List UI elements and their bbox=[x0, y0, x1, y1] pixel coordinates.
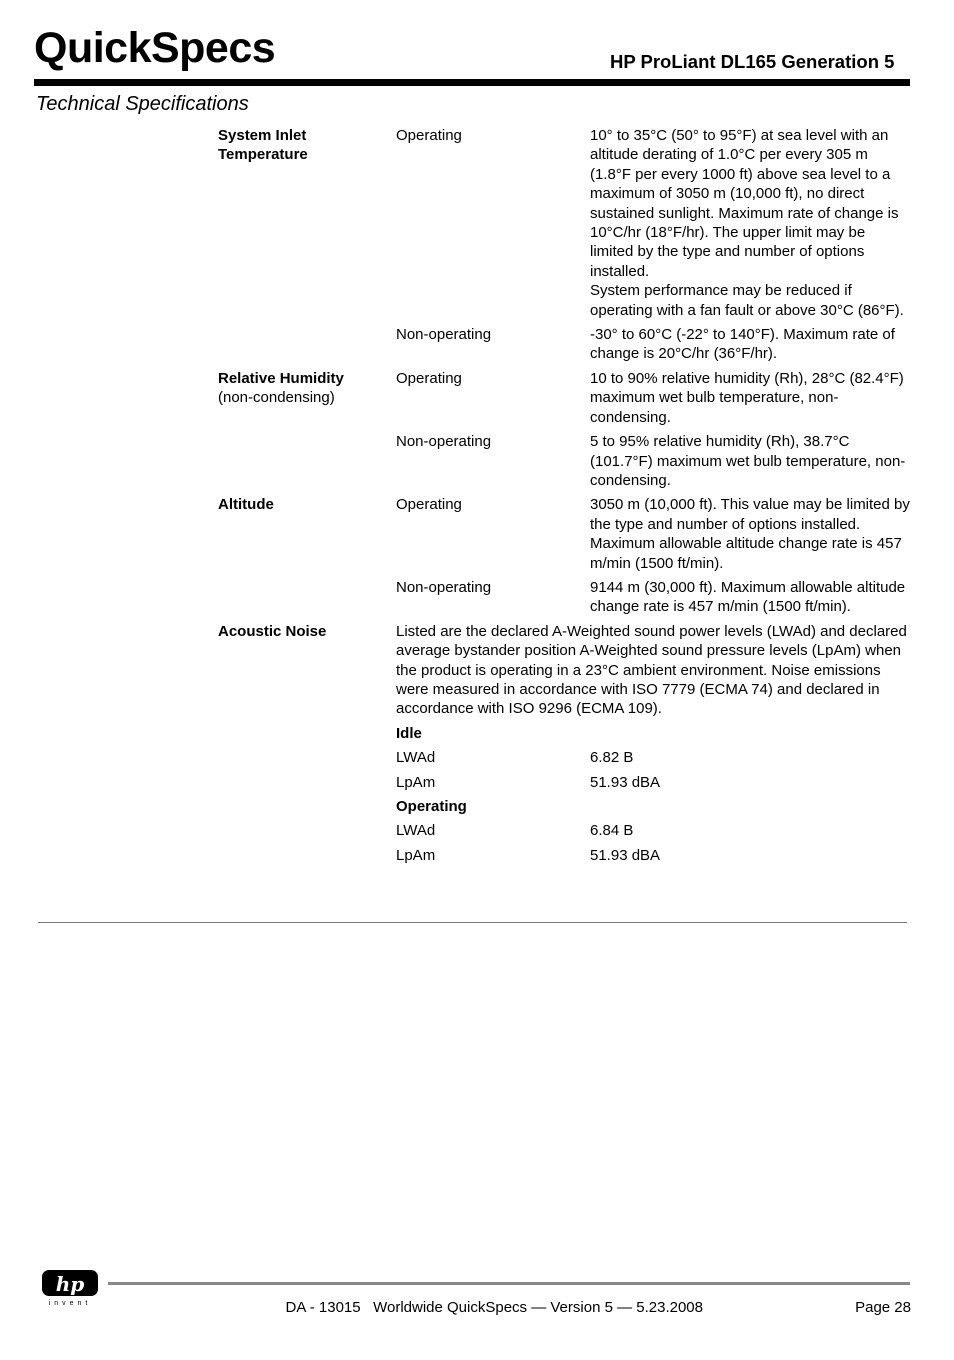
condition-label: Non-operating bbox=[396, 433, 492, 451]
table-row bbox=[218, 748, 910, 772]
spec-table bbox=[218, 126, 910, 870]
table-row bbox=[218, 724, 910, 748]
metric-value: 51.93 dBA bbox=[590, 773, 661, 791]
spec-name-inlet: System Inlet Temperature bbox=[218, 127, 308, 164]
acoustic-operating-heading: Operating bbox=[396, 798, 467, 815]
table-row bbox=[218, 126, 910, 325]
metric-label: LWAd bbox=[396, 749, 436, 767]
acoustic-idle-heading: Idle bbox=[396, 724, 422, 742]
condition-label: Operating bbox=[396, 369, 462, 387]
table-row bbox=[218, 432, 910, 495]
spec-value-text: 10° to 35°C (50° to 95°F) at sea level with an altitude derating of 1.0°C per every 305 m (1.8°F per every 1000 ft) above sea level to a maximum of 3050 m (10,000 ft), no direct sustained sunlight. Maximum rate of change is 10°C/hr (18°F/hr). The upper limit may be limited by the type and number of options installed. bbox=[590, 127, 899, 280]
section-title: Technical Specifications bbox=[36, 93, 249, 115]
acoustic-description: Listed are the declared A-Weighted sound power levels (LWAd) and declared average bystander position A-Weighted sound pressure levels (LpAm) when the product is operating in a 23°C ambient environment. Noise emissions were measured in accordance with ISO 7779 (ECMA 74) and declared in accordance with ISO 9296 (ECMA 109). bbox=[396, 622, 907, 718]
spec-name-humidity: Relative Humidity bbox=[218, 369, 344, 387]
section-end-rule bbox=[38, 922, 907, 923]
metric-label: LpAm bbox=[396, 846, 436, 864]
metric-value: 51.93 dBA bbox=[590, 846, 661, 864]
page-number: Page 28 bbox=[855, 1299, 911, 1316]
document-title: QuickSpecs bbox=[34, 24, 276, 72]
spec-value-note: System performance may be reduced if operating with a fan fault or above 30°C (86°F). bbox=[590, 282, 904, 319]
spec-name-acoustic: Acoustic Noise bbox=[218, 622, 327, 640]
footer-doc-info: DA - 13015 Worldwide QuickSpecs — Version 5 — 5.23.2008 bbox=[285, 1299, 703, 1316]
spec-name-sub: (non-condensing) bbox=[218, 389, 335, 407]
spec-value: 5 to 95% relative humidity (Rh), 38.7°C (101.7°F) maximum wet bulb temperature, non-condensing. bbox=[590, 433, 906, 489]
condition-label: Non-operating bbox=[396, 578, 492, 596]
condition-label: Operating bbox=[396, 127, 462, 144]
logo-word: invent bbox=[48, 1300, 92, 1306]
spec-value: 9144 m (30,000 ft). Maximum allowable altitude change rate is 457 m/min (1500 ft/min). bbox=[590, 578, 906, 616]
condition-label: Operating bbox=[396, 496, 462, 514]
spec-value bbox=[590, 126, 910, 325]
table-row bbox=[218, 773, 910, 797]
metric-label: LWAd bbox=[396, 822, 436, 840]
logo-mark: hp bbox=[55, 1272, 85, 1296]
table-row bbox=[218, 369, 910, 432]
header-rule bbox=[34, 79, 910, 86]
table-row bbox=[218, 325, 910, 369]
table-row bbox=[218, 846, 910, 870]
condition-label: Non-operating bbox=[396, 326, 492, 344]
table-row bbox=[218, 821, 910, 845]
metric-value: 6.84 B bbox=[590, 822, 634, 840]
spec-value: -30° to 60°C (-22° to 140°F). Maximum rate of change is 20°C/hr (36°F/hr). bbox=[590, 326, 895, 363]
table-row bbox=[218, 622, 910, 724]
footer-rule bbox=[108, 1282, 910, 1285]
product-name: HP ProLiant DL165 Generation 5 bbox=[610, 51, 895, 72]
spec-name-altitude: Altitude bbox=[218, 496, 274, 514]
spec-value: 10 to 90% relative humidity (Rh), 28°C (82.4°F) maximum wet bulb temperature, non-condensing. bbox=[590, 369, 904, 426]
metric-label: LpAm bbox=[396, 773, 436, 791]
spec-value: 3050 m (10,000 ft). This value may be limited by the type and number of options installed. Maximum allowable altitude change rate is 457 m/min (1500 ft/min). bbox=[590, 496, 910, 572]
table-row bbox=[218, 578, 910, 622]
metric-value: 6.82 B bbox=[590, 749, 634, 767]
table-row bbox=[218, 495, 910, 578]
table-row bbox=[218, 797, 910, 821]
